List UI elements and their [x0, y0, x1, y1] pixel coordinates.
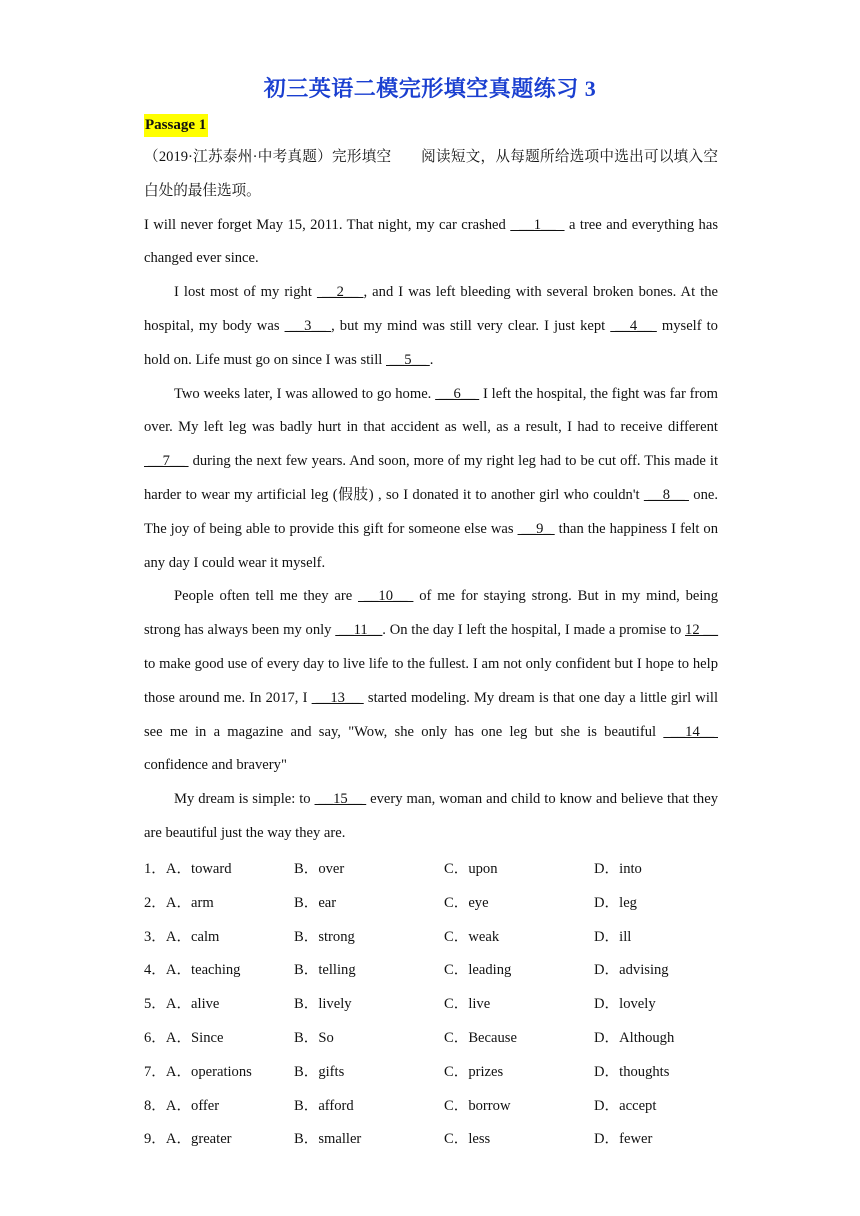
option-b — [294, 1122, 361, 1156]
option-d — [594, 1021, 674, 1055]
question-row — [144, 1089, 744, 1123]
option-d — [594, 852, 642, 886]
option-b — [294, 1021, 334, 1055]
answer-blank: __6__ — [435, 385, 480, 402]
answer-blank: __10__ — [358, 588, 414, 605]
option-label: D．advising — [594, 962, 669, 979]
question-row — [144, 920, 744, 954]
option-label: A．operations — [165, 1063, 252, 1080]
passage-text: to make good use of every day to live life to the fullest. I am not only confident but I hope to help those around me. In 2017, I — [144, 655, 718, 706]
passage-text: myself to hold on. Life must go on since I was still — [144, 317, 718, 368]
passage-text: of me for staying strong. But in my mind, being strong has always been my only — [144, 588, 719, 639]
option-label: B．telling — [294, 962, 356, 979]
answer-blank: __11__ — [335, 622, 383, 639]
passage-paragraph — [144, 783, 718, 851]
passage-text: than the happiness I felt on any day I could wear it myself. — [144, 520, 718, 571]
option-b — [294, 852, 344, 886]
option-label: C．leading — [444, 962, 512, 979]
option-label: C．eye — [444, 894, 489, 911]
option-label: C．weak — [444, 928, 500, 945]
option-label: D．into — [594, 861, 642, 877]
option-label: B．over — [294, 861, 345, 877]
option-c — [444, 886, 489, 920]
passage-text: a tree and everything has changed ever since. — [144, 216, 719, 267]
passage-text: during the next few years. And soon, more of my right leg had to be cut off. This made it harder to wear my artificial leg (假肢) , so I donated it to another girl who couldn't — [144, 453, 719, 503]
answer-blank: __3__ — [284, 317, 332, 334]
passage-text: I left the hospital, the fight was far from over. My left leg was badly hurt in that accident as well, as a result, I had to receive different — [144, 385, 719, 436]
answer-blank: __15__ — [314, 791, 367, 808]
option-label: B．ear — [294, 894, 337, 911]
option-label: B．So — [294, 1030, 334, 1046]
option-c — [444, 852, 498, 886]
question-row — [144, 886, 744, 920]
option-label: D．leg — [594, 894, 637, 911]
passage-text: confidence and bravery" — [144, 757, 287, 774]
option-label: A．calm — [165, 928, 220, 945]
option-c — [444, 1122, 490, 1156]
option-d — [594, 953, 669, 987]
answer-blank: __2__ — [316, 284, 364, 301]
passage-text: People often tell me they are — [174, 588, 358, 605]
passage-text: , and I was left bleeding with several broken bones. At the hospital, my body was — [144, 284, 718, 334]
answer-blank: __13__ — [311, 689, 364, 706]
option-label: D．ill — [594, 928, 632, 945]
option-d — [594, 1122, 652, 1156]
passage-paragraph — [144, 209, 718, 277]
answer-blank: __14__ — [663, 723, 718, 740]
option-label: A．alive — [165, 996, 220, 1013]
option-d — [594, 987, 656, 1021]
passage-text: . On the day I left the hospital, I made a promise to — [382, 622, 686, 639]
option-a — [144, 1055, 252, 1089]
passage-text: I lost most of my right — [174, 284, 317, 301]
option-label: A．greater — [165, 1131, 232, 1148]
option-label: D．Although — [594, 1030, 675, 1046]
passage-text: , but my mind was still very clear. I just kept — [331, 317, 611, 334]
option-label: B．smaller — [294, 1131, 362, 1148]
answer-blank: __5__ — [386, 351, 430, 368]
question-row — [144, 1055, 744, 1089]
option-b — [294, 920, 355, 954]
option-b — [294, 886, 336, 920]
option-label: B．gifts — [294, 1063, 345, 1080]
question-number: 1． — [144, 861, 166, 877]
option-label: A．toward — [165, 861, 232, 877]
option-label: C．prizes — [444, 1063, 504, 1080]
question-row — [144, 987, 744, 1021]
option-b — [294, 1055, 344, 1089]
answer-blank: __9_ — [517, 520, 555, 537]
passage-tag: Passage 1 — [144, 114, 208, 137]
option-c — [444, 1089, 510, 1123]
option-c — [444, 1021, 517, 1055]
page-title: 初三英语二模完形填空真题练习 3 — [263, 76, 597, 101]
option-label: B．afford — [294, 1097, 354, 1114]
option-a — [144, 886, 214, 920]
passage-text: I will never forget May 15, 2011. That night, my car crashed — [144, 216, 511, 233]
option-b — [294, 953, 356, 987]
answer-blank: __4__ — [610, 317, 657, 334]
passage-text: every man, woman and child to know and believe that they are beautiful just the way they are. — [144, 791, 718, 841]
option-label: D．thoughts — [594, 1063, 670, 1080]
question-number: 9． — [144, 1131, 166, 1148]
passage-body — [144, 141, 718, 851]
question-row — [144, 852, 744, 886]
passage-text: My dream is simple: to — [174, 791, 315, 808]
answer-blank: __8__ — [643, 486, 689, 503]
question-number: 5． — [144, 996, 166, 1013]
option-label: A．offer — [165, 1097, 220, 1114]
option-b — [294, 987, 352, 1021]
option-label: A．teaching — [165, 962, 241, 979]
passage-text: . — [429, 351, 434, 368]
option-label: D．lovely — [594, 996, 656, 1013]
option-label: C．Because — [444, 1030, 517, 1046]
option-a — [144, 953, 240, 987]
option-d — [594, 920, 631, 954]
passage-paragraph — [144, 580, 718, 783]
option-label: C．upon — [444, 861, 498, 877]
option-label: C．borrow — [444, 1097, 511, 1114]
option-a — [144, 1122, 232, 1156]
question-number: 2． — [144, 894, 166, 911]
question-row — [144, 953, 744, 987]
passage-paragraph — [144, 378, 718, 581]
answer-blank: __7__ — [144, 453, 189, 470]
option-a — [144, 1089, 219, 1123]
option-a — [144, 1021, 223, 1055]
option-d — [594, 1089, 656, 1123]
passage-paragraphs — [144, 209, 718, 851]
option-c — [444, 953, 511, 987]
question-number: 4． — [144, 962, 166, 979]
option-c — [444, 987, 490, 1021]
passage-text: started modeling. My dream is that one day a little girl will see me in a magazine and say, "Wow, she only has one leg but she is beautiful — [144, 689, 719, 740]
option-d — [594, 1055, 669, 1089]
option-label: C．live — [444, 996, 491, 1013]
question-row — [144, 1122, 744, 1156]
answer-blank: 12 __ — [685, 622, 718, 639]
answer-blank: __1__ — [510, 216, 565, 233]
option-label: B．lively — [294, 996, 352, 1013]
option-d — [594, 886, 637, 920]
option-label: A．Since — [165, 1030, 224, 1046]
passage-text: one. The joy of being able to provide this gift for someone else was — [144, 486, 719, 537]
option-c — [444, 920, 499, 954]
option-label: D．fewer — [594, 1131, 653, 1148]
question-row — [144, 1021, 744, 1055]
option-a — [144, 987, 219, 1021]
question-number: 6． — [144, 1030, 166, 1046]
instruction-text: （2019·江苏泰州·中考真题）完形填空 阅读短文，从每题所给选项中选出可以填入空白处的最佳选项。 — [144, 149, 718, 199]
passage-text: Two weeks later, I was allowed to go home. — [174, 385, 436, 402]
passage-paragraph — [144, 276, 718, 377]
question-number: 7． — [144, 1063, 166, 1080]
option-c — [444, 1055, 503, 1089]
question-number: 3． — [144, 928, 166, 945]
option-a — [144, 920, 219, 954]
option-label: A．arm — [165, 894, 214, 911]
option-label: D．accept — [594, 1097, 657, 1114]
option-b — [294, 1089, 354, 1123]
option-label: C．less — [444, 1131, 491, 1148]
question-number: 8． — [144, 1097, 166, 1114]
option-a — [144, 852, 232, 886]
option-label: B．strong — [294, 928, 355, 945]
